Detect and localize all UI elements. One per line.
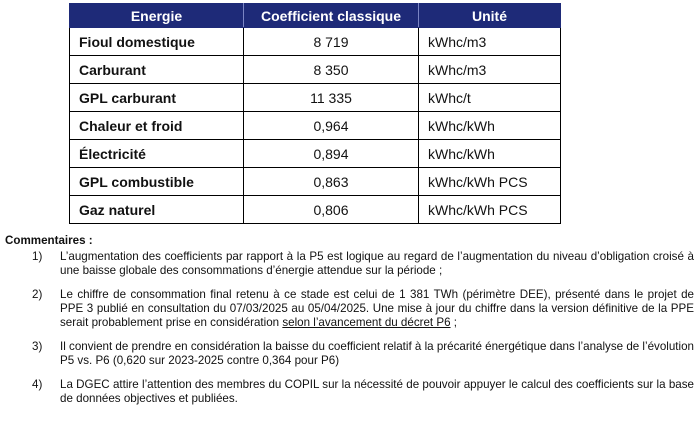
- energy-cell: Fioul domestique: [70, 28, 244, 56]
- comment-underlined-text: selon l’avancement du décret P6: [282, 316, 451, 329]
- coefficient-cell: 0,964: [244, 112, 419, 140]
- table-row: [70, 84, 561, 112]
- energy-cell: GPL combustible: [70, 168, 244, 196]
- comment-number: 2): [32, 288, 43, 301]
- comment-text: La DGEC attire l’attention des membres du COPIL sur la nécessité de pouvoir appuyer le calcul des coefficients sur la base de données objectives et publiées.: [60, 378, 694, 405]
- comments-section: [5, 234, 697, 416]
- energy-cell: Électricité: [70, 140, 244, 168]
- unit-cell: kWhc/t: [419, 84, 561, 112]
- header-coefficient: Coefficient classique: [244, 4, 419, 28]
- unit-cell: kWhc/kWh: [419, 140, 561, 168]
- energy-cell: Chaleur et froid: [70, 112, 244, 140]
- coefficients-table: [69, 3, 561, 224]
- comment-number: 1): [32, 250, 43, 263]
- unit-cell: kWhc/m3: [419, 28, 561, 56]
- coefficient-cell: 8 350: [244, 56, 419, 84]
- coefficient-cell: 11 335: [244, 84, 419, 112]
- table-row: [70, 112, 561, 140]
- table-row: [70, 168, 561, 196]
- table-header-row: [70, 4, 561, 28]
- table-row: [70, 28, 561, 56]
- coefficient-cell: 8 719: [244, 28, 419, 56]
- coefficient-cell: 0,806: [244, 196, 419, 224]
- comment-item: [5, 340, 697, 368]
- energy-cell: Gaz naturel: [70, 196, 244, 224]
- comment-item: [5, 288, 697, 330]
- comment-text: L’augmentation des coefficients par rapport à la P5 est logique au regard de l’augmentation du niveau d’obligation croisé à une baisse globale des consommations d’énergie attendue sur la période ;: [60, 250, 694, 277]
- energy-cell: GPL carburant: [70, 84, 244, 112]
- coefficient-cell: 0,863: [244, 168, 419, 196]
- unit-cell: kWhc/kWh PCS: [419, 196, 561, 224]
- comment-item: [5, 378, 697, 406]
- header-energie: Energie: [70, 4, 244, 28]
- table-row: [70, 140, 561, 168]
- comment-number: 4): [32, 378, 43, 391]
- table-row: [70, 56, 561, 84]
- unit-cell: kWhc/kWh: [419, 112, 561, 140]
- energy-cell: Carburant: [70, 56, 244, 84]
- coefficients-table-container: [69, 3, 561, 224]
- coefficient-cell: 0,894: [244, 140, 419, 168]
- comment-number: 3): [32, 340, 43, 353]
- comment-text-suffix: ;: [450, 316, 458, 329]
- unit-cell: kWhc/m3: [419, 56, 561, 84]
- header-unite: Unité: [419, 4, 561, 28]
- comment-text: Il convient de prendre en considération la baisse du coefficient relatif à la précarité énergétique dans l’analyse de l’évolution P5 vs. P6 (0,620 sur 2023-2025 contre 0,364 pour P6): [60, 340, 694, 367]
- comments-title: Commentaires :: [5, 234, 93, 247]
- unit-cell: kWhc/kWh PCS: [419, 168, 561, 196]
- comment-text: [60, 288, 697, 330]
- comment-text-body: Le chiffre de consommation final retenu à ce stade est celui de 1 381 TWh (périmètre DEE), présenté dans le projet de PPE 3 publié en consultation du 07/03/2025 au 05/04/2025. Une mise à jour du chiffre dans la version définitive de la PPE serait probablement prise en considération: [60, 288, 694, 329]
- comment-item: [5, 250, 697, 278]
- table-row: [70, 196, 561, 224]
